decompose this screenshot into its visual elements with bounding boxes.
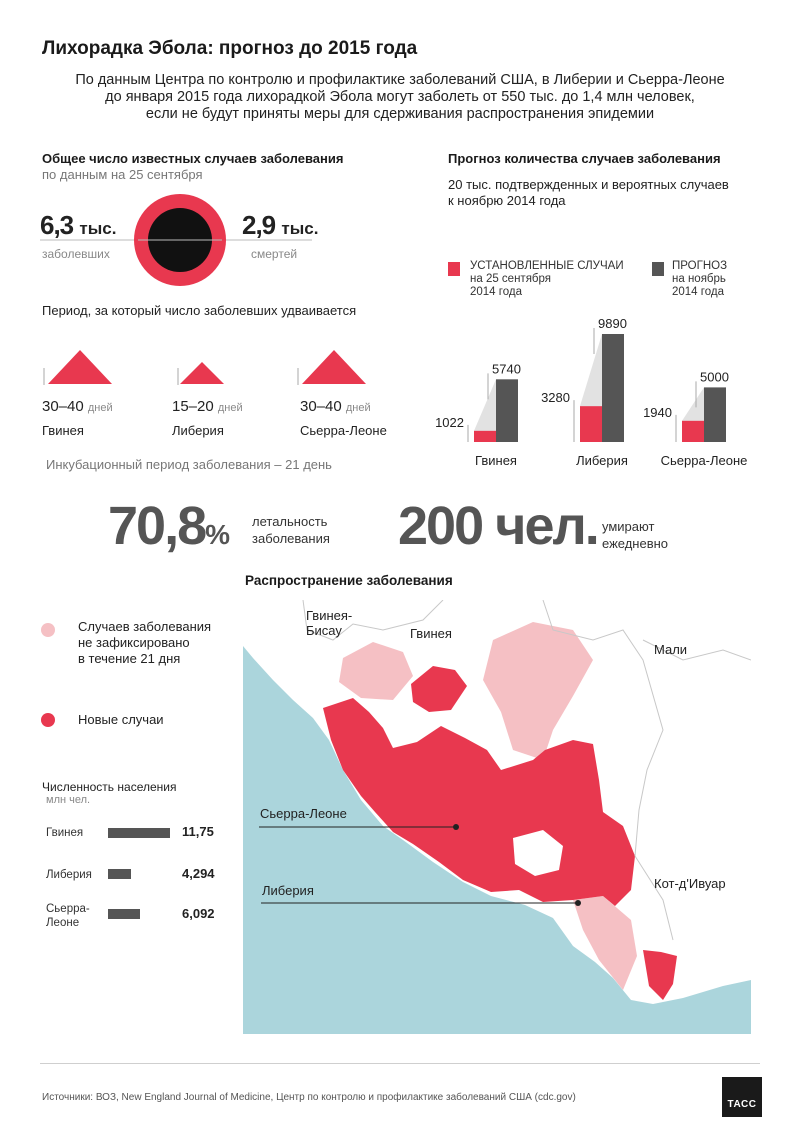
map-title: Распространение заболевания — [245, 573, 453, 588]
label-forecast: 5000 — [700, 369, 729, 385]
map-label-sierra-leone: Сьерра-Леоне — [260, 806, 347, 821]
bar-established — [474, 431, 496, 442]
fatality-value: 70,8 — [108, 496, 206, 556]
bar-forecast — [602, 334, 624, 442]
legend-dot-new-cases — [40, 712, 56, 728]
incubation-note: Инкубационный период заболевания – 21 день — [46, 457, 332, 472]
deaths-value: 2,9 — [242, 210, 276, 240]
deaths-label: смертей — [251, 247, 298, 261]
population-name-liberia: Либерия — [46, 869, 92, 881]
label-established: 1022 — [435, 414, 464, 430]
legend-established — [470, 260, 624, 299]
legend-swatch-forecast — [652, 262, 664, 276]
legend-line: в течение 21 дня — [78, 651, 181, 666]
map-legend-no-cases — [78, 619, 211, 667]
population-bar-liberia — [108, 869, 131, 879]
doubling-range-liberia — [172, 398, 243, 415]
population-unit: млн чел. — [46, 794, 91, 806]
deaths-figure — [242, 210, 318, 241]
doubling-country: Гвинея — [42, 423, 84, 438]
doubling-range-sierra-leone — [300, 398, 371, 415]
lead-line: если не будут приняты меры для сдерживания распространения эпидемии — [145, 106, 655, 122]
legend-line: ПРОГНОЗ — [672, 260, 728, 272]
forecast-subtitle — [448, 177, 729, 209]
legend-forecast — [672, 260, 727, 299]
doubling-title: Период, за который число заболевших удваивается — [42, 303, 357, 318]
population-value-sierra-leone: 6,092 — [182, 906, 215, 921]
triangle-sierra-leone — [302, 350, 366, 384]
daily-label-line: умирают — [602, 519, 655, 534]
forecast-title: Прогноз количества случаев заболевания — [448, 151, 721, 166]
cases-label: заболевших — [42, 247, 110, 261]
map-label-guinea-bissau — [306, 608, 352, 638]
bar-forecast — [704, 387, 726, 442]
map-label-liberia: Либерия — [262, 883, 314, 898]
map-legend-new-cases: Новые случаи — [78, 712, 164, 727]
fatality-label — [252, 513, 330, 547]
map-label-line: Бисау — [306, 623, 342, 638]
legend-line: на ноябрь — [672, 273, 726, 285]
range-unit: дней — [87, 402, 113, 414]
legend-line: Случаев заболевания — [78, 619, 212, 634]
fatality-label-line: заболевания — [252, 531, 330, 546]
category-label: Сьерра-Леоне — [660, 453, 748, 468]
legend-line: на 25 сентября — [470, 273, 551, 285]
cases-value: 6,3 — [40, 210, 74, 240]
range-unit: дней — [345, 402, 371, 414]
bar-forecast — [496, 379, 518, 442]
known-cases-title: Общее число известных случаев заболевания — [42, 151, 344, 166]
doubling-country: Либерия — [172, 423, 224, 438]
map-label-mali: Мали — [654, 642, 688, 657]
tass-logo — [722, 1077, 762, 1117]
forecast-subtitle-line: 20 тыс. подтвержденных и вероятных случаев — [448, 177, 729, 192]
page-title: Лихорадка Эбола: прогноз до 2015 года — [42, 38, 418, 59]
doubling-range-guinea — [42, 398, 113, 415]
pop-name-line: Сьерра- — [46, 903, 90, 915]
forecast-subtitle-line: к ноябрю 2014 года — [448, 193, 566, 208]
doubling-triangles — [40, 330, 370, 390]
legend-dot-no-cases — [40, 622, 56, 638]
footer-sources: Источники: ВОЗ, New England Journal of Medicine, Центр по контролю и профилактике заболеваний США (cdc.gov) — [42, 1092, 576, 1103]
label-established: 3280 — [541, 390, 570, 406]
legend-line: не зафиксировано — [78, 635, 190, 650]
footer-divider — [40, 1063, 760, 1064]
triangle-guinea — [48, 350, 112, 384]
legend-swatch-established — [448, 262, 460, 276]
doubling-country: Сьерра-Леоне — [300, 423, 387, 438]
cases-figure — [40, 210, 116, 241]
legend-line: УСТАНОВЛЕННЫЕ СЛУЧАИ — [470, 260, 624, 272]
range-unit: дней — [217, 402, 243, 414]
logo-text: ТАСС — [727, 1099, 757, 1110]
population-title: Численность населения — [42, 780, 177, 794]
population-value-guinea: 11,75 — [182, 824, 214, 839]
daily-deaths-label — [602, 518, 668, 552]
sierra-leone-dot — [453, 824, 459, 830]
fatality-pct: % — [205, 519, 231, 550]
liberia-dot — [575, 900, 581, 906]
forecast-chart — [420, 310, 790, 470]
cases-unit: тыс. — [79, 219, 117, 238]
label-forecast: 5740 — [492, 361, 521, 377]
population-value-liberia: 4,294 — [182, 866, 215, 881]
range-value: 30–40 — [300, 398, 342, 415]
range-value: 30–40 — [42, 398, 84, 415]
deaths-unit: тыс. — [281, 219, 319, 238]
map-label-line: Гвинея- — [306, 608, 353, 623]
lead-text — [0, 72, 800, 123]
known-cases-subtitle: по данным на 25 сентября — [42, 167, 203, 182]
category-label: Либерия — [576, 453, 628, 468]
bar-established — [682, 421, 704, 442]
category-label: Гвинея — [475, 453, 517, 468]
daily-deaths-value: 200 чел. — [398, 496, 598, 556]
legend-line: 2014 года — [672, 286, 724, 298]
triangle-liberia — [180, 362, 224, 384]
range-value: 15–20 — [172, 398, 214, 415]
legend-line: 2014 года — [470, 286, 522, 298]
label-established: 1940 — [643, 404, 672, 420]
population-bar-sierra-leone — [108, 909, 140, 919]
lead-line: По данным Центра по контролю и профилактике заболеваний США, в Либерии и Сьерра-Леоне — [75, 72, 725, 88]
fatality-label-line: летальность — [252, 514, 328, 529]
map-label-cote-divoire: Кот-д'Ивуар — [654, 876, 726, 891]
population-name-guinea: Гвинея — [46, 827, 84, 839]
label-forecast: 9890 — [598, 316, 627, 331]
pop-name-line: Леоне — [46, 917, 80, 929]
fatality-figure — [108, 495, 230, 557]
population-name-sierra-leone — [46, 902, 90, 930]
lead-line: до января 2015 года лихорадкой Эбола могут заболеть от 550 тыс. до 1,4 млн человек, — [105, 89, 695, 105]
daily-label-line: ежедневно — [602, 536, 669, 551]
bar-established — [580, 406, 602, 442]
map-label-guinea: Гвинея — [410, 626, 452, 641]
population-bar-guinea — [108, 828, 170, 838]
